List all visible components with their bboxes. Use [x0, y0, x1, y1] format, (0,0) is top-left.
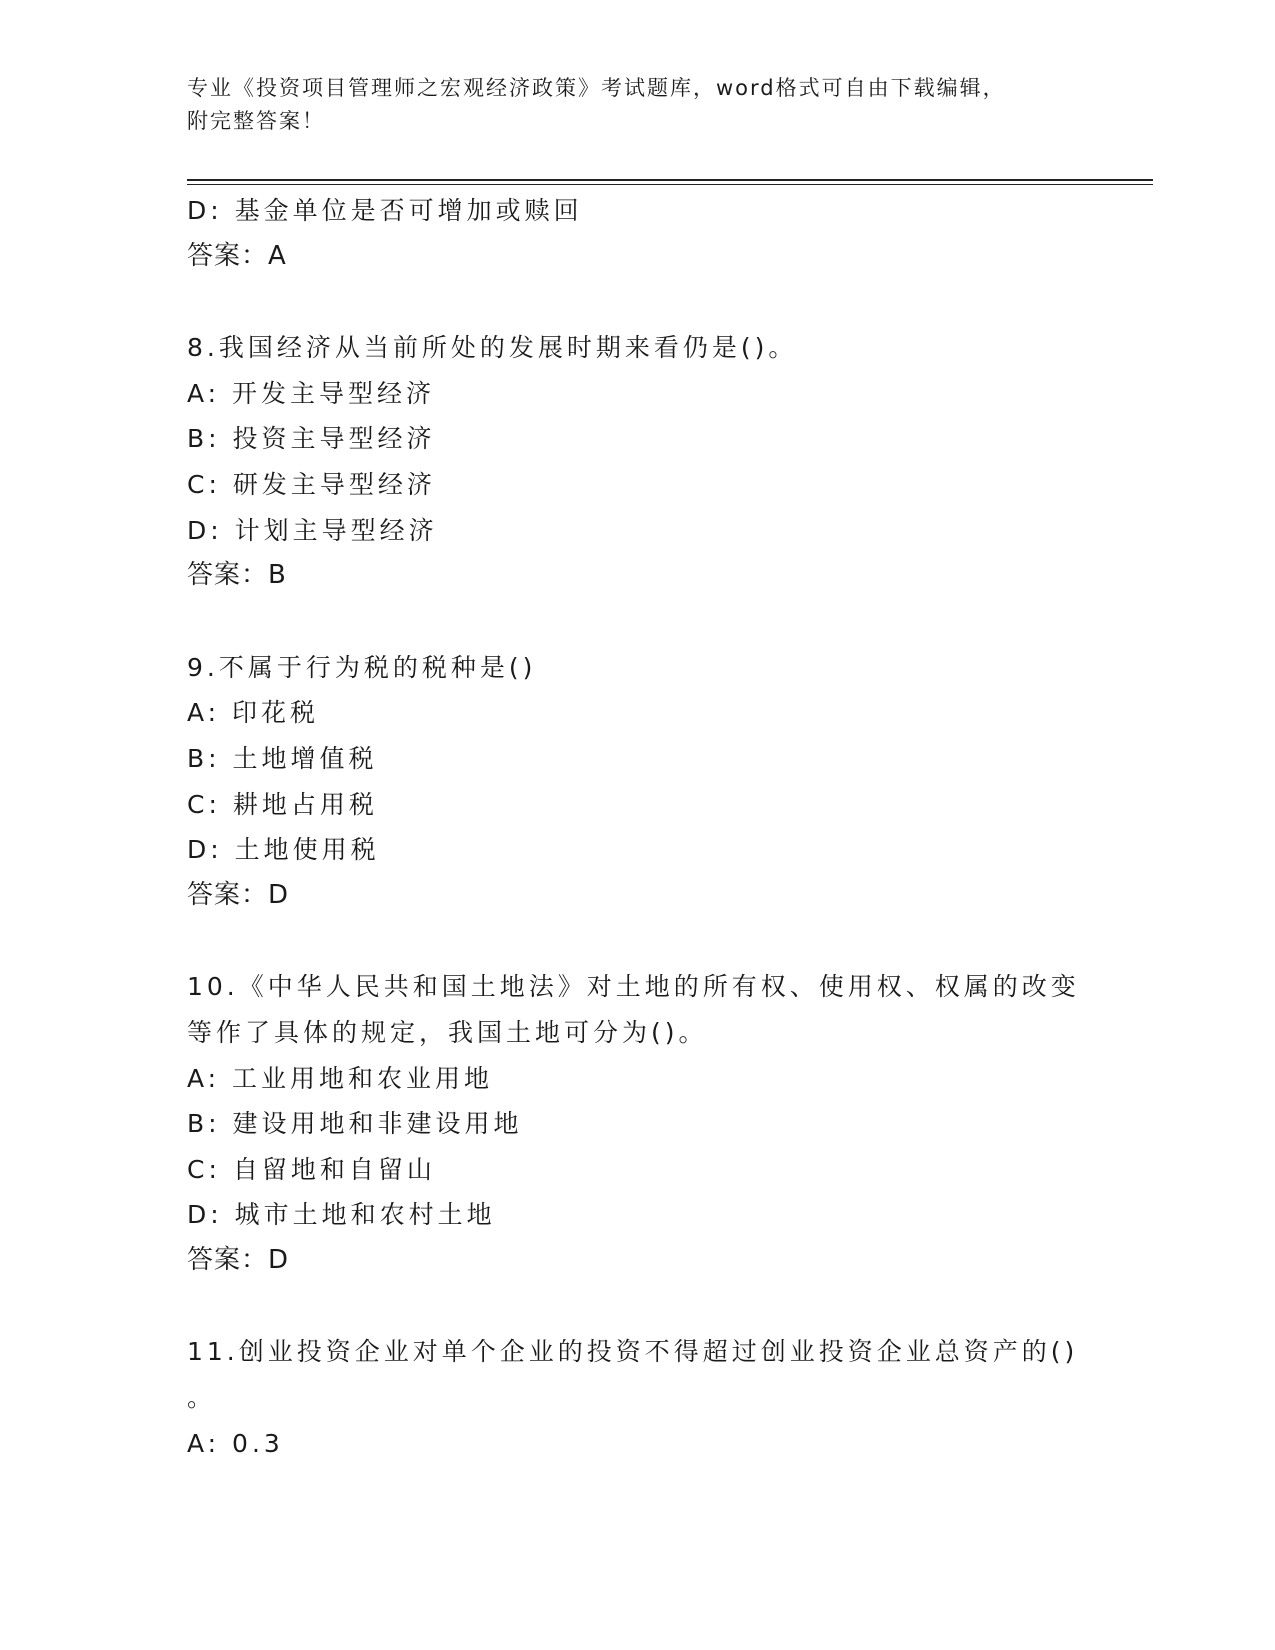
- answer-label: 答案：D: [187, 1244, 290, 1275]
- question-stem-line-1: 10.《中华人民共和国土地法》对土地的所有权、使用权、权属的改变: [187, 972, 1080, 1002]
- answer-label: 答案：A: [187, 240, 287, 271]
- option-b: B: 土地增值税: [187, 743, 378, 773]
- header-line-1: 专业《投资项目管理师之宏观经济政策》考试题库，word格式可自由下载编辑，: [187, 76, 1006, 100]
- option-d: D: 城市土地和农村土地: [187, 1200, 496, 1230]
- question-list: [187, 188, 1087, 1466]
- option-a: A: 工业用地和农业用地: [187, 1063, 494, 1093]
- option-a: A: 印花税: [187, 698, 320, 728]
- answer-label: 答案：B: [187, 560, 287, 591]
- option-c: C: 耕地占用税: [187, 789, 378, 819]
- header-line-2: 附完整答案！: [187, 109, 325, 133]
- question-9: [187, 645, 1087, 919]
- option-c: C: 研发主导型经济: [187, 469, 436, 499]
- question-stem: 8.我国经济从当前所处的发展时期来看仍是()。: [187, 333, 798, 363]
- option-d: D: 基金单位是否可增加或赎回: [187, 196, 583, 225]
- question-stem-line-1: 11.创业投资企业对单个企业的投资不得超过创业投资企业总资产的(): [187, 1337, 1079, 1367]
- option-a: A: 开发主导型经济: [187, 378, 436, 408]
- answer-label: 答案：D: [187, 879, 290, 910]
- option-a: A: 0.3: [187, 1428, 284, 1458]
- question-stem-line-2: 等作了具体的规定，我国土地可分为()。: [187, 1017, 708, 1047]
- option-b: B: 投资主导型经济: [187, 424, 436, 454]
- question-stem: 9.不属于行为税的税种是(): [187, 652, 537, 682]
- question-7-tail: [187, 188, 1087, 279]
- document-header: [187, 72, 1067, 138]
- header-rule-thin: [187, 184, 1153, 185]
- option-c: C: 自留地和自留山: [187, 1154, 436, 1184]
- option-b: B: 建设用地和非建设用地: [187, 1109, 523, 1139]
- header-rule-thick: [187, 179, 1153, 181]
- option-d: D: 计划主导型经济: [187, 515, 438, 545]
- question-stem-line-2: 。: [187, 1383, 217, 1413]
- question-11: [187, 1329, 1087, 1466]
- question-8: [187, 325, 1087, 599]
- question-10: [187, 964, 1087, 1283]
- option-d: D: 土地使用税: [187, 835, 380, 865]
